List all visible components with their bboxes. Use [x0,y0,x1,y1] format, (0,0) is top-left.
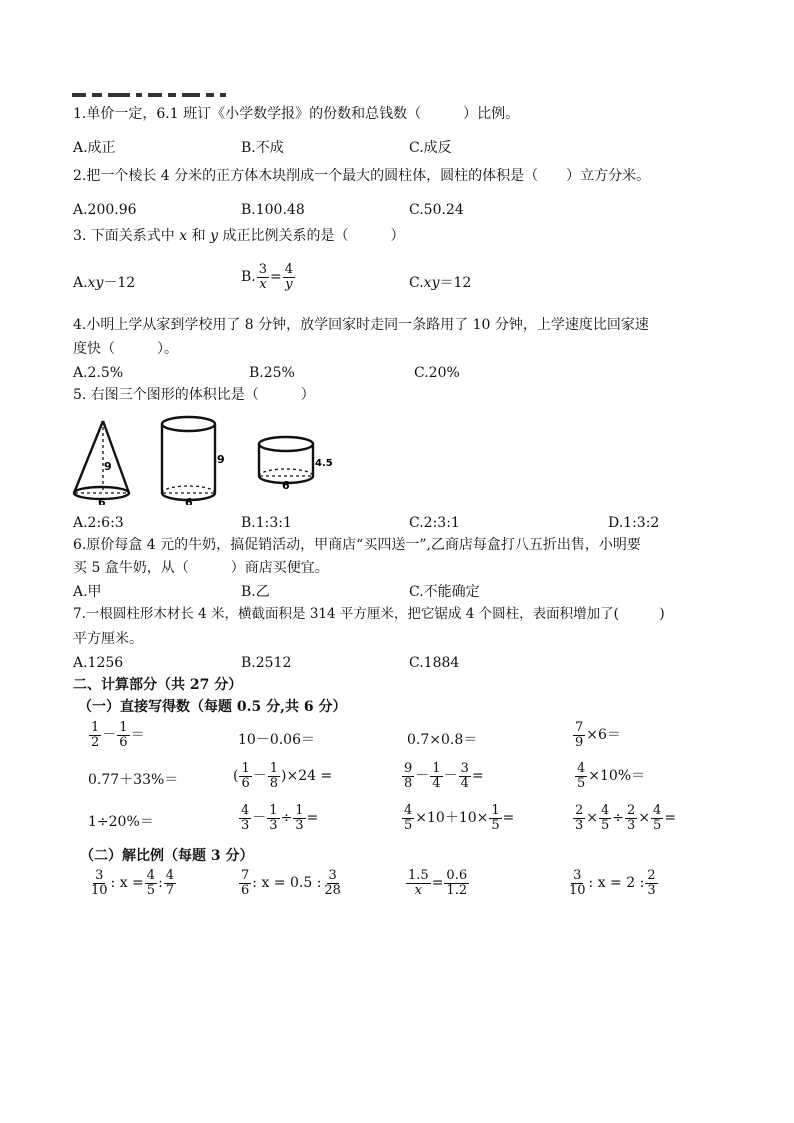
q4-option-a[interactable]: A.2.5% [73,365,124,381]
cone-figure [74,421,129,499]
section2-sub2-title: （二）解比例（每题 3 分） [80,848,254,864]
q6-option-a[interactable]: A.甲 [73,584,102,600]
calc-r1c1: $\frac{1}{2}$ － $\frac{1}{6}$ ＝ [91,720,145,750]
q4-stem-line2: 度快（ ）。 [73,341,178,357]
q5-option-d[interactable]: D.1:3:2 [608,515,660,531]
q3-option-b[interactable]: B. $\frac{3}{x}$ = $\frac{4}{y}$ [241,262,294,292]
calc-r3c4: $\frac{2}{3}$ × $\frac{4}{5}$ ÷ $\frac{2}{3}$ × $\frac{4}{5}$ = [575,803,677,833]
q6-stem-line1: 6.原价每盒 4 元的牛奶，搞促销活动，甲商店“买四送一”,乙商店每盒打八五折出售，小明要 [73,537,641,553]
q4-option-c[interactable]: C.20% [414,365,460,381]
calc-r2c1: 0.77＋33%＝ [88,772,179,788]
calc-r1c2: 10－0.06＝ [238,732,315,748]
prop-p1: $\frac{3}{10}$ : x = $\frac{4}{5}$ : $\frac{4}{7}$ [91,868,175,898]
q7-stem-line1: 7.一根圆柱形木材长 4 米，横截面积是 314 平方厘米，把它锯成 4 个圆柱，表面积增加了( ) [73,606,665,622]
q6-option-b[interactable]: B.乙 [241,584,270,600]
q2-option-b[interactable]: B.100.48 [241,202,305,218]
q5-option-a[interactable]: A.2:6:3 [73,515,124,531]
cone-height-label: 9 [104,460,112,473]
q2-option-c[interactable]: C.50.24 [409,202,464,218]
q4-stem-line1: 4.小明上学从家到学校用了 8 分钟，放学回家时走同一条路用了 10 分钟，上学速度比回家速 [73,317,649,333]
q5-stem: 5. 右图三个图形的体积比是（ ） [73,387,315,403]
cylinder-diameter-label: 6 [185,496,193,505]
cone-diameter-label: 6 [98,496,106,505]
q4-option-b[interactable]: B.25% [249,365,295,381]
q5-solids-figure [66,413,356,505]
q7-option-c[interactable]: C.1884 [409,655,460,671]
prop-p3: $\frac{1.5}{x}$ = $\frac{0.6}{1.2}$ [408,868,468,898]
q2-stem: 2.把一个棱长 4 分米的正方体木块削成一个最大的圆柱体，圆柱的体积是（ ）立方分米。 [73,168,651,184]
short-cylinder-diameter-label: 6 [282,479,290,492]
q1-option-a[interactable]: A.成正 [73,140,116,156]
q1-stem: 1.单价一定，6.1 班订《小学数学报》的份数和总钱数（ ）比例。 [73,106,520,122]
calc-r1c3: 0.7×0.8＝ [407,732,478,748]
calc-r1c4: $\frac{7}{9}$ ×6＝ [575,720,621,750]
calc-r2c4: $\frac{4}{5}$ ×10%＝ [577,761,646,791]
section2-sub1-title: （一）直接写得数（每题 0.5 分,共 6 分） [78,699,347,715]
q2-option-a[interactable]: A.200.96 [73,202,137,218]
prop-p2: $\frac{7}{6}$ : x = 0.5 : $\frac{3}{28}$ [241,868,341,898]
prop-p4: $\frac{3}{10}$ : x = 2 : $\frac{2}{3}$ [569,868,656,898]
calc-r3c3: $\frac{4}{5}$ ×10＋10× $\frac{1}{5}$ = [404,803,515,833]
q3-stem: 3. 下面关系式中 x 和 y 成正比例关系的是（ ） [73,228,405,244]
calc-r2c2: ( $\frac{1}{6}$ － $\frac{1}{8}$ )×24 = [233,761,333,791]
calc-r3c2: $\frac{4}{3}$ － $\frac{1}{3}$ ÷ $\frac{1}{3}$ = [241,803,319,833]
q7-stem-line2: 平方厘米。 [73,631,143,647]
short-cylinder-height-label: 4.5 [315,458,333,469]
q7-option-b[interactable]: B.2512 [241,655,292,671]
q6-stem-line2: 买 5 盒牛奶，从（ ）商店买便宜。 [73,560,329,576]
calc-r3c1: 1÷20%＝ [88,814,154,830]
q5-option-c[interactable]: C.2:3:1 [409,515,460,531]
q7-option-a[interactable]: A.1256 [73,655,124,671]
q6-option-c[interactable]: C.不能确定 [409,584,480,600]
cylinder-height-label: 9 [217,453,225,466]
cropped-header-line [72,87,592,93]
q1-option-b[interactable]: B.不成 [241,140,284,156]
q1-option-c[interactable]: C.成反 [409,140,452,156]
calc-r2c3: $\frac{9}{8}$ － $\frac{1}{4}$ － $\frac{3}{4}$ = [404,761,484,791]
q5-option-b[interactable]: B.1:3:1 [241,515,292,531]
q3-option-c[interactable]: C. xy ＝12 [409,275,472,291]
short-cylinder-figure [259,437,313,483]
tall-cylinder-figure [162,417,215,500]
section2-title: 二、计算部分（共 27 分） [73,677,243,693]
q3-option-a[interactable]: A. xy －12 [73,275,136,291]
